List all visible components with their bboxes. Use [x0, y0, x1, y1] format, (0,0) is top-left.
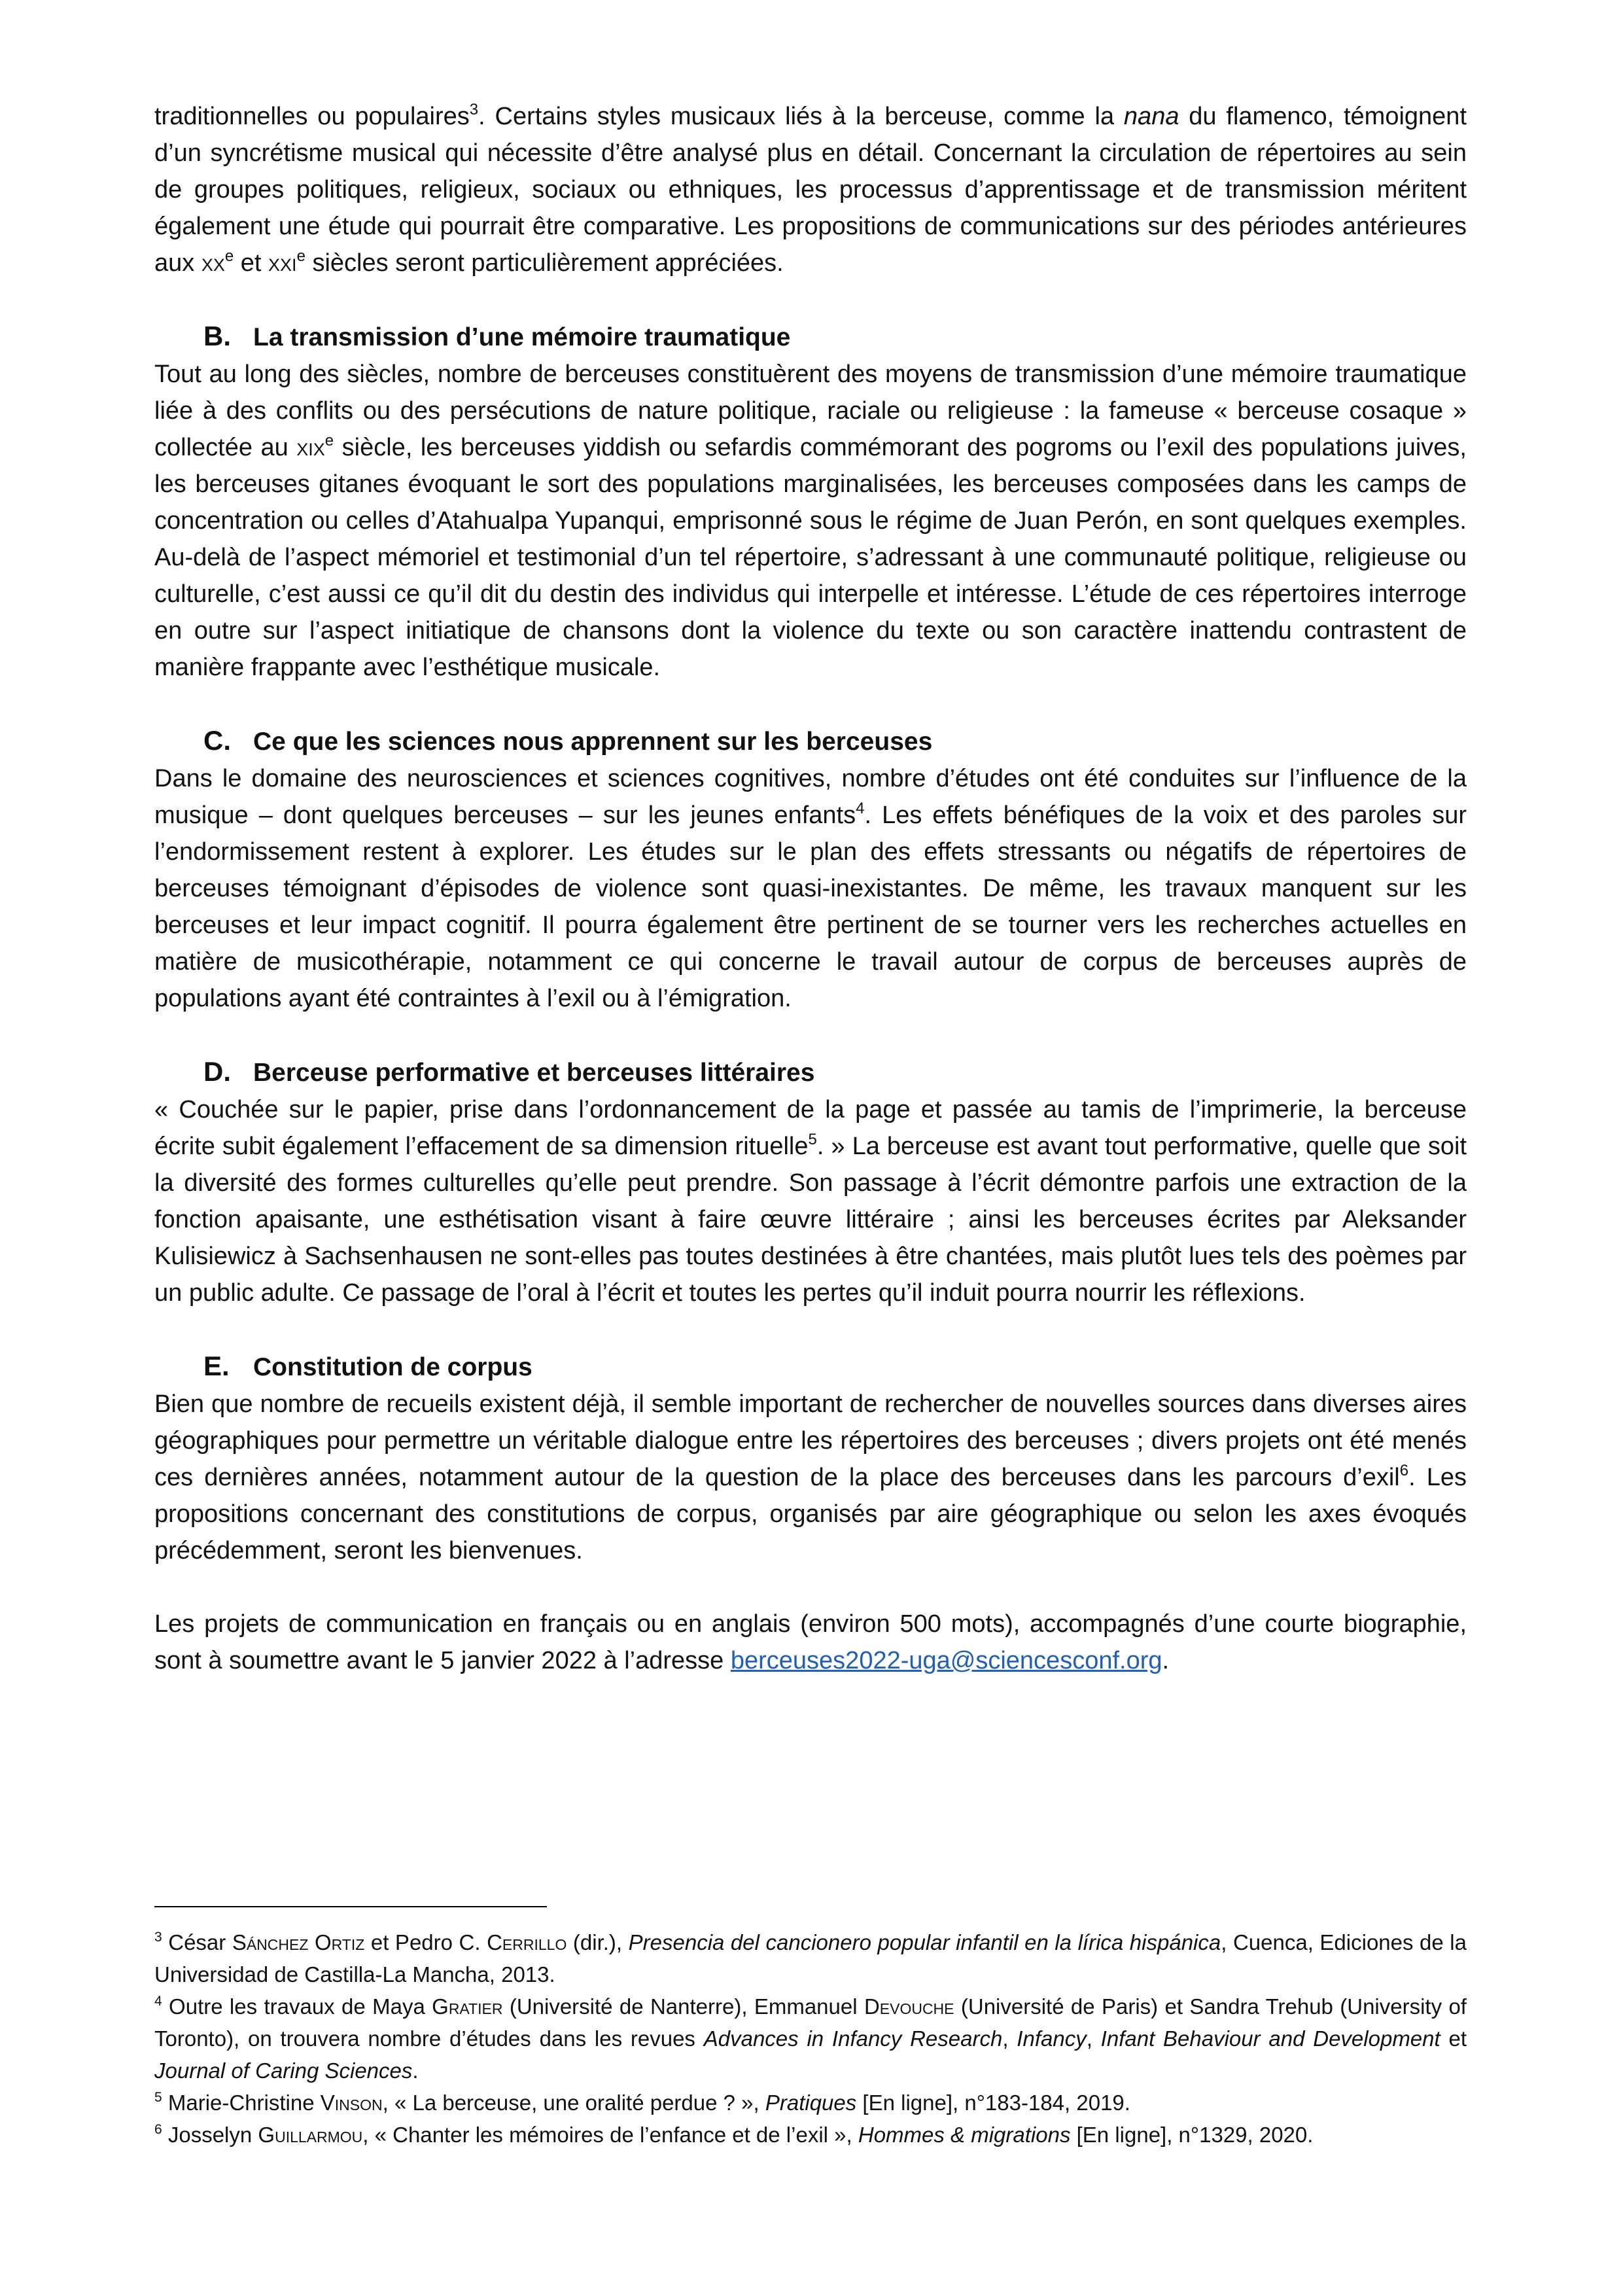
footnote-3: $^3$ César Sánchez Ortiz et Pedro C. Cerrillo (dir.), Presencia del cancionero popular infantil en la lírica hispánica, Cuenca, Ediciones de la Universidad de Castilla-La Mancha, 2013. — [154, 1930, 1467, 1987]
section-body-b: Tout au long des siècles, nombre de berceuses constituèrent des moyens de transmission d’une mémoire traumatique liée à des conflits ou des persécutions de nature politique, raciale ou religieuse : la fameuse « berceuse cosaque » collectée au xix$^e$ siècle, les berceuses yiddish ou sefardis commémorant des pogroms ou l’exil des populations juives, les berceuses gitanes évoquant le sort des populations marginalisées, les berceuses composées dans les camps de concentration ou celles d’Atahualpa Yupanqui, emprisonné sous le régime de Juan Perón, en sont quelques exemples. Au-delà de l’aspect mémoriel et testimonial d’un tel répertoire, s’adressant à une communauté politique, religieuse ou culturelle, c’est aussi ce qu’il dit du destin des individus qui interpelle et intéresse. L’étude de ces répertoires interroge en outre sur l’aspect initiatique de chansons dont la violence du texte ou son caractère inattendu contrastent de manière frappante avec l’esthétique musicale. — [154, 361, 1467, 681]
email-link[interactable]: berceuses2022-uga@sciencesconf.org — [730, 1647, 1162, 1674]
footnote-ref[interactable]: 3 — [469, 101, 479, 118]
footnote-separator — [154, 1906, 547, 1907]
footnote-4: $^4$ Outre les travaux de Maya Gratier (Université de Nanterre), Emmanuel Devouche (Université de Paris) et Sandra Trehub (University of Toronto), on trouvera nombre d’études dans les revues Advances in Infancy Research, Infancy, Infant Behaviour and Development et Journal of Caring Sciences. — [154, 1994, 1467, 2083]
footnotes — [154, 1926, 1467, 2151]
document-page — [154, 98, 1467, 1679]
closing-paragraph: Les projets de communication en français ou en anglais (environ 500 mots), accompagnés d’une courte biographie, sont à soumettre avant le 5 janvier 2022 à l’adresse berceuses2022-uga@sciencesconf.org. — [154, 1610, 1467, 1674]
section-body-e: Bien que nombre de recueils existent déjà, il semble important de rechercher de nouvelles sources dans diverses aires géographiques pour permettre un véritable dialogue entre les répertoires des berceuses ; divers projets ont été menés ces dernières années, notamment autour de la question de la place des berceuses dans les parcours d’exil$^6$. Les propositions concernant des constitutions de corpus, organisés par aire géographique ou selon les axes évoqués précédemment, seront les bienvenues. — [154, 1390, 1467, 1564]
footnote-ref[interactable]: 4 — [856, 800, 865, 817]
section-body-d: « Couchée sur le papier, prise dans l’ordonnancement de la page et passée au tamis de l’imprimerie, la berceuse écrite subit également l’effacement de sa dimension rituelle$^5$. » La berceuse est avant tout performative, quelle que soit la diversité des formes culturelles qu’elle peut prendre. Son passage à l’écrit démontre parfois une extraction de la fonction apaisante, une esthétisation visant à faire œuvre littéraire ; ainsi les berceuses écrites par Aleksander Kulisiewicz à Sachsenhausen ne sont-elles pas toutes destinées à être chantées, mais plutôt lues tels des poèmes par un public adulte. Ce passage de l’oral à l’écrit et toutes les pertes qu’il induit pourra nourrir les réflexions. — [154, 1096, 1467, 1307]
footnote-6: $^6$ Josselyn Guillarmou, « Chanter les mémoires de l’enfance et de l’exil », Hommes & migrations [En ligne], n°1329, 2020. — [154, 2122, 1314, 2147]
section-heading-b: B. La transmission d’une mémoire traumatique — [203, 321, 791, 351]
footnote-ref[interactable]: 5 — [808, 1131, 817, 1148]
footnote-ref[interactable]: 6 — [1399, 1462, 1409, 1479]
section-heading-e: E. Constitution de corpus — [203, 1351, 532, 1381]
section-body-c: Dans le domaine des neurosciences et sciences cognitives, nombre d’études ont été conduites sur l’influence de la musique – dont quelques berceuses – sur les jeunes enfants$^4$. Les effets bénéfiques de la voix et des paroles sur l’endormissement restent à explorer. Les études sur le plan des effets stressants ou négatifs de répertoires de berceuses témoignant d’épisodes de violence sont quasi-inexistantes. De même, les travaux manquent sur les berceuses et leur impact cognitif. Il pourra également être pertinent de se tourner vers les recherches actuelles en matière de musicothérapie, notamment ce qui concerne le travail autour de corpus de berceuses auprès de populations ayant été contraintes à l’exil ou à l’émigration. — [154, 765, 1467, 1012]
section-heading-d: D. Berceuse performative et berceuses littéraires — [203, 1056, 815, 1087]
section-heading-c: C. Ce que les sciences nous apprennent sur les berceuses — [203, 725, 933, 756]
footnote-5: $^5$ Marie-Christine Vinson, « La berceuse, une oralité perdue ? », Pratiques [En ligne], n°183-184, 2019. — [154, 2090, 1130, 2115]
intro-paragraph: traditionnelles ou populaires$^3$. Certains styles musicaux liés à la berceuse, comme la nana du flamenco, témoignent d’un syncrétisme musical qui nécessite d’être analysé plus en détail. Concernant la circulation de répertoires au sein de groupes politiques, religieux, sociaux ou ethniques, les processus d’apprentissage et de transmission méritent également une étude qui pourrait être comparative. Les propositions de communications sur des périodes antérieures aux $xx^e$ et xxi$^e$ siècles seront particulièrement appréciées. — [154, 101, 1467, 277]
